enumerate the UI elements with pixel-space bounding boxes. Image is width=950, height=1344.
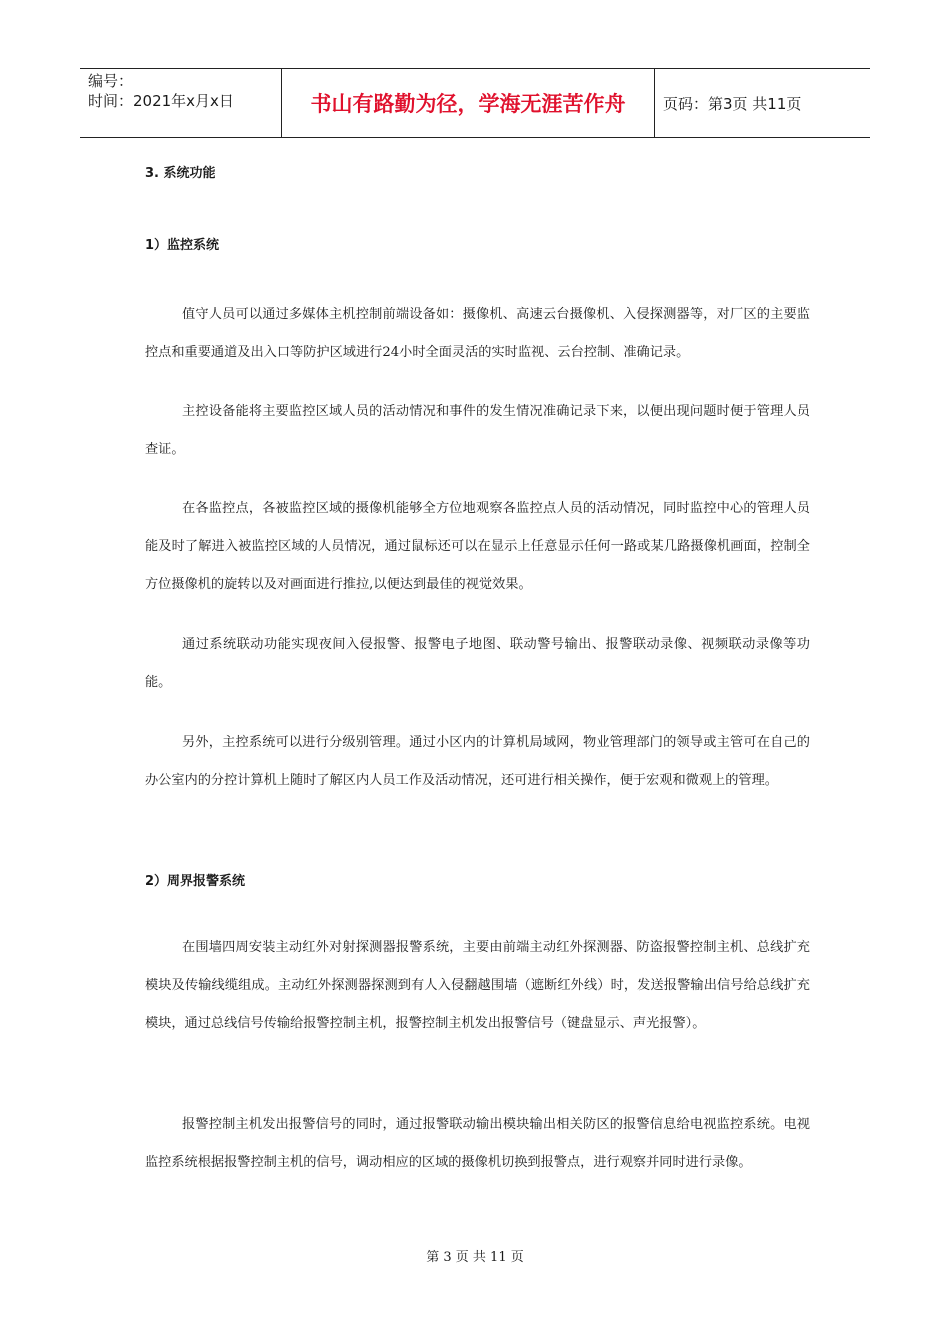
paragraph: 另外，主控系统可以进行分级别管理。通过小区内的计算机局域网，物业管理部门的领导或主管可在自己的办公室内的分控计算机上随时了解区内人员工作及活动情况，还可进行相关操作，便于宏观和微观上的管理。 <box>145 735 810 788</box>
page-header <box>80 68 870 138</box>
section-title: 3. 系统功能 <box>145 166 216 181</box>
paragraph: 报警控制主机发出报警信号的同时，通过报警联动输出模块输出相关防区的报警信息给电视监控系统。电视监控系统根据报警控制主机的信号，调动相应的区域的摄像机切换到报警点，进行观察并同时进行录像。 <box>145 1117 810 1170</box>
header-motto-cell <box>281 69 655 137</box>
paragraph: 主控设备能将主要监控区域人员的活动情况和事件的发生情况准确记录下来，以便出现问题时便于管理人员查证。 <box>145 404 810 457</box>
paragraph: 在各监控点，各被监控区域的摄像机能够全方位地观察各监控点人员的活动情况，同时监控中心的管理人员能及时了解进入被监控区域的人员情况，通过鼠标还可以在显示上任意显示任何一路或某几路摄像机画面，控制全方位摄像机的旋转以及对画面进行推拉,以便达到最佳的视觉效果。 <box>145 501 810 592</box>
paragraph: 通过系统联动功能实现夜间入侵报警、报警电子地图、联动警号输出、报警联动录像、视频联动录像等功能。 <box>145 637 810 690</box>
paragraph: 在围墙四周安装主动红外对射探测器报警系统，主要由前端主动红外探测器、防盗报警控制主机、总线扩充模块及传输线缆组成。主动红外探测器探测到有人入侵翻越围墙（遮断红外线）时，发送报警输出信号给总线扩充模块，通过总线信号传输给报警控制主机，报警控制主机发出报警信号（键盘显示、声光报警）。 <box>145 940 810 1031</box>
document-number: 编号： <box>88 72 134 90</box>
document-date: 时间：2021年x月x日 <box>88 92 234 110</box>
header-meta <box>80 69 281 137</box>
header-motto: 书山有路勤为径，学海无涯苦作舟 <box>310 92 626 116</box>
paragraph: 值守人员可以通过多媒体主机控制前端设备如：摄像机、高速云台摄像机、入侵探测器等，对厂区的主要监控点和重要通道及出入口等防护区域进行24小时全面灵活的实时监视、云台控制、准确记录。 <box>145 307 810 360</box>
page-footer: 第 3 页 共 11 页 <box>426 1250 524 1265</box>
header-page-info: 页码：第3页 共11页 <box>663 94 802 113</box>
subsection-title-monitoring: 1）监控系统 <box>145 238 220 253</box>
subsection-title-perimeter: 2）周界报警系统 <box>145 874 246 889</box>
